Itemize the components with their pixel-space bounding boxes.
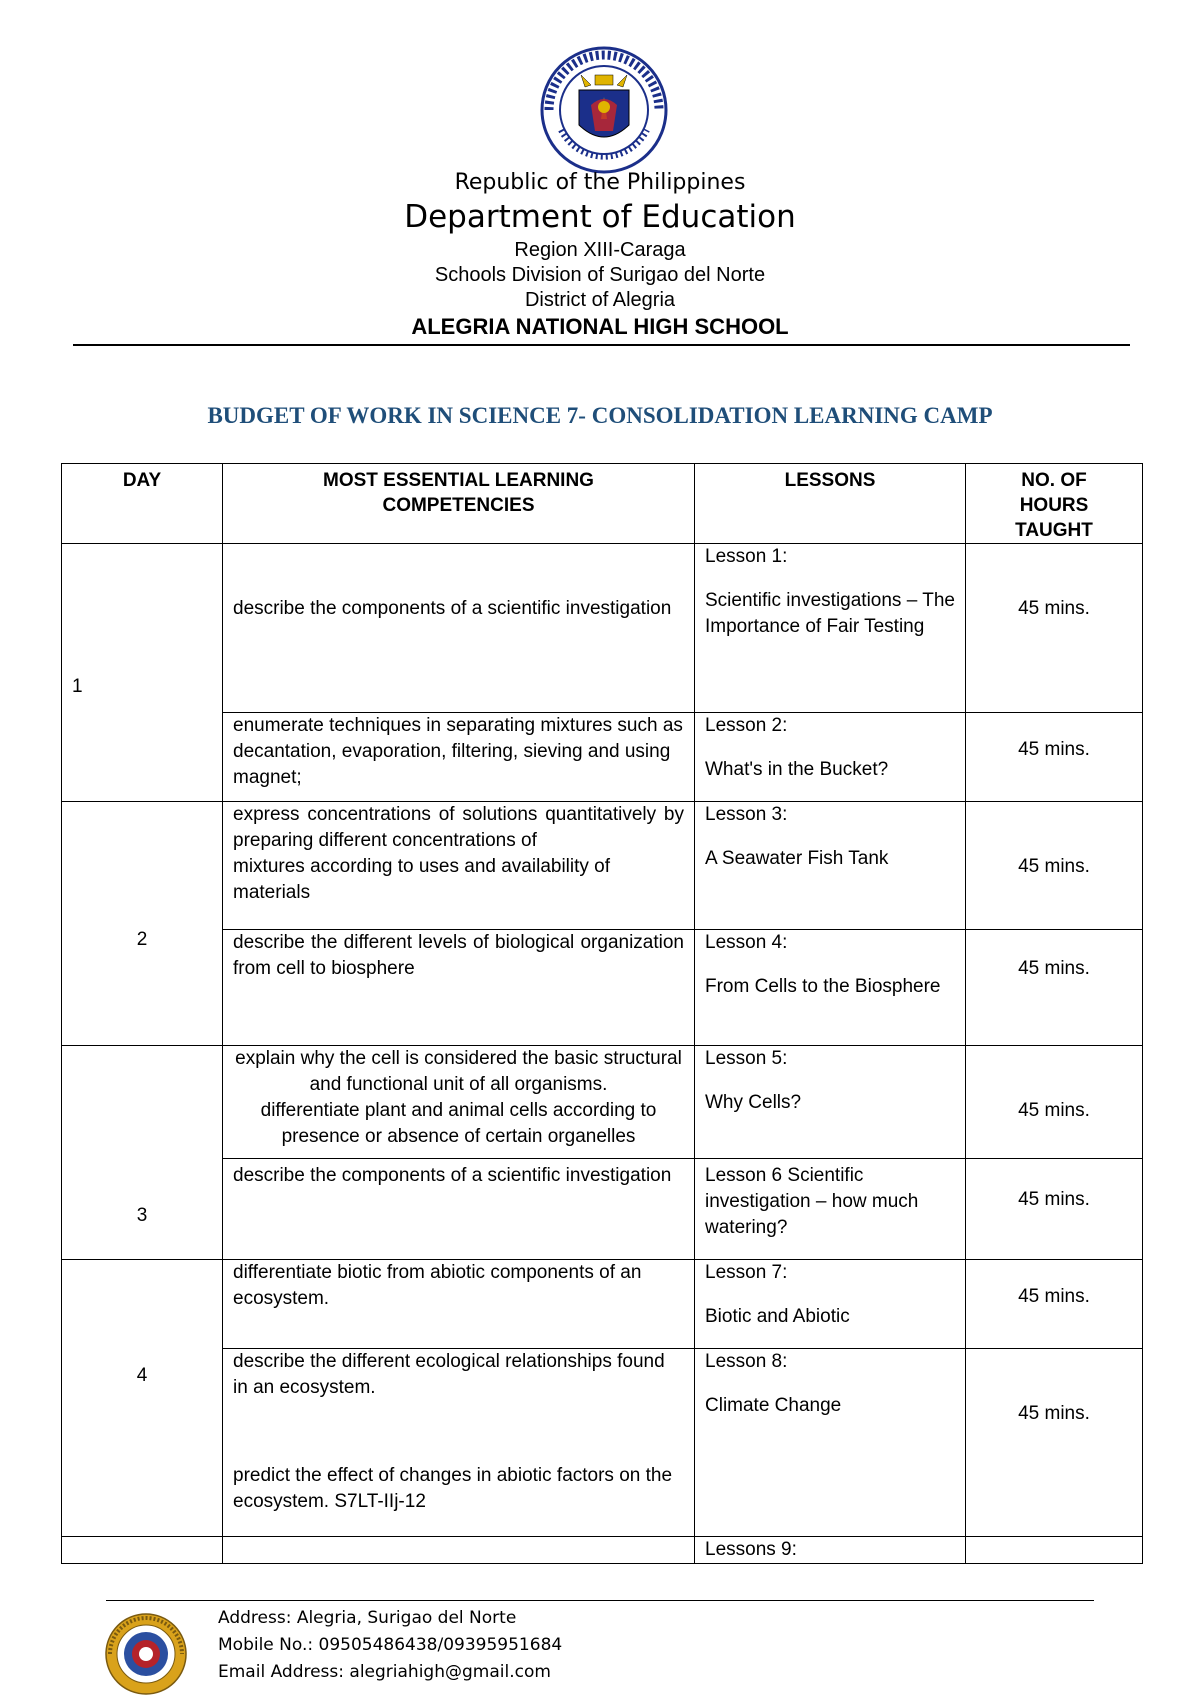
lesson-cell: Lesson 6 Scientific investigation – how much watering? bbox=[695, 1159, 966, 1260]
school-name: ALEGRIA NATIONAL HIGH SCHOOL bbox=[411, 314, 789, 339]
table-row bbox=[62, 930, 1143, 1046]
deped-seal-logo bbox=[539, 45, 669, 175]
competency-cell: describe the different levels of biological organization from cell to biosphere bbox=[223, 930, 695, 1046]
footer-mobile: Mobile No.: 09505486438/09395951684 bbox=[218, 1635, 563, 1655]
lesson-cell: Lesson 8: Climate Change bbox=[695, 1349, 966, 1537]
lesson-cell: Lesson 4: From Cells to the Biosphere bbox=[695, 930, 966, 1046]
table-row bbox=[62, 713, 1143, 802]
table-row bbox=[62, 1159, 1143, 1260]
header-competencies: MOST ESSENTIAL LEARNING COMPETENCIES bbox=[223, 464, 695, 544]
competency-cell: differentiate biotic from abiotic components of an ecosystem. bbox=[223, 1260, 695, 1349]
table-row bbox=[62, 544, 1143, 713]
competency-cell: describe the different ecological relationships found in an ecosystem. predict the effect of changes in abiotic factors on the ecosystem. S7LT-IIj-12 bbox=[223, 1349, 695, 1537]
day-cell: 2 bbox=[62, 802, 223, 1046]
header-hours: NO. OF HOURS TAUGHT bbox=[966, 464, 1143, 544]
hours-cell: 45 mins. bbox=[966, 1260, 1143, 1349]
hours-cell: 45 mins. bbox=[966, 713, 1143, 802]
hours-cell: 45 mins. bbox=[966, 544, 1143, 713]
table-row bbox=[62, 1537, 1143, 1564]
competency-cell: express concentrations of solutions quantitatively by preparing different concentrations of mixtures according to uses and availability of materials bbox=[223, 802, 695, 930]
day-cell: 4 bbox=[62, 1260, 223, 1537]
competency-cell: enumerate techniques in separating mixtures such as decantation, evaporation, filtering, sieving and using magnet; bbox=[223, 713, 695, 802]
competency-cell bbox=[223, 1537, 695, 1564]
region-line: Region XIII-Caraga bbox=[514, 239, 686, 261]
document-title: BUDGET OF WORK IN SCIENCE 7- CONSOLIDATION LEARNING CAMP bbox=[207, 403, 993, 428]
lesson-cell: Lesson 7: Biotic and Abiotic bbox=[695, 1260, 966, 1349]
header-day: DAY bbox=[62, 464, 223, 544]
lesson-cell: Lesson 5: Why Cells? bbox=[695, 1046, 966, 1159]
footer-divider bbox=[106, 1600, 1094, 1601]
footer-address: Address: Alegria, Surigao del Norte bbox=[218, 1608, 517, 1628]
school-logo bbox=[104, 1612, 188, 1696]
table-row bbox=[62, 802, 1143, 930]
footer-email: Email Address: alegriahigh@gmail.com bbox=[218, 1662, 551, 1682]
lesson-cell: Lessons 9: bbox=[695, 1537, 966, 1564]
day-cell: 3 bbox=[62, 1046, 223, 1260]
division-line: Schools Division of Surigao del Norte bbox=[434, 264, 766, 286]
competency-cell: describe the components of a scientific investigation bbox=[223, 1159, 695, 1260]
hours-cell: 45 mins. bbox=[966, 1046, 1143, 1159]
budget-of-work-table bbox=[61, 463, 1143, 1564]
competency-cell: explain why the cell is considered the basic structural and functional unit of all organisms. differentiate plant and animal cells according to presence or absence of certain organelles bbox=[223, 1046, 695, 1159]
hours-cell: 45 mins. bbox=[966, 1349, 1143, 1537]
hours-cell: 45 mins. bbox=[966, 802, 1143, 930]
district-line: District of Alegria bbox=[524, 289, 676, 311]
hours-cell bbox=[966, 1537, 1143, 1564]
lesson-cell: Lesson 2: What's in the Bucket? bbox=[695, 713, 966, 802]
hours-cell: 45 mins. bbox=[966, 930, 1143, 1046]
table-row bbox=[62, 1260, 1143, 1349]
header-lessons: LESSONS bbox=[695, 464, 966, 544]
competency-cell: describe the components of a scientific investigation bbox=[223, 544, 695, 713]
header-divider bbox=[73, 344, 1130, 346]
day-cell bbox=[62, 1537, 223, 1564]
table-row bbox=[62, 1046, 1143, 1159]
department-name: Department of Education bbox=[404, 199, 796, 235]
table-header-row bbox=[62, 464, 1143, 544]
table-row bbox=[62, 1349, 1143, 1537]
republic-line: Republic of the Philippines bbox=[454, 170, 746, 195]
lesson-cell: Lesson 1: Scientific investigations – The Importance of Fair Testing bbox=[695, 544, 966, 713]
lesson-cell: Lesson 3: A Seawater Fish Tank bbox=[695, 802, 966, 930]
day-cell: 1 bbox=[62, 544, 223, 802]
hours-cell: 45 mins. bbox=[966, 1159, 1143, 1260]
